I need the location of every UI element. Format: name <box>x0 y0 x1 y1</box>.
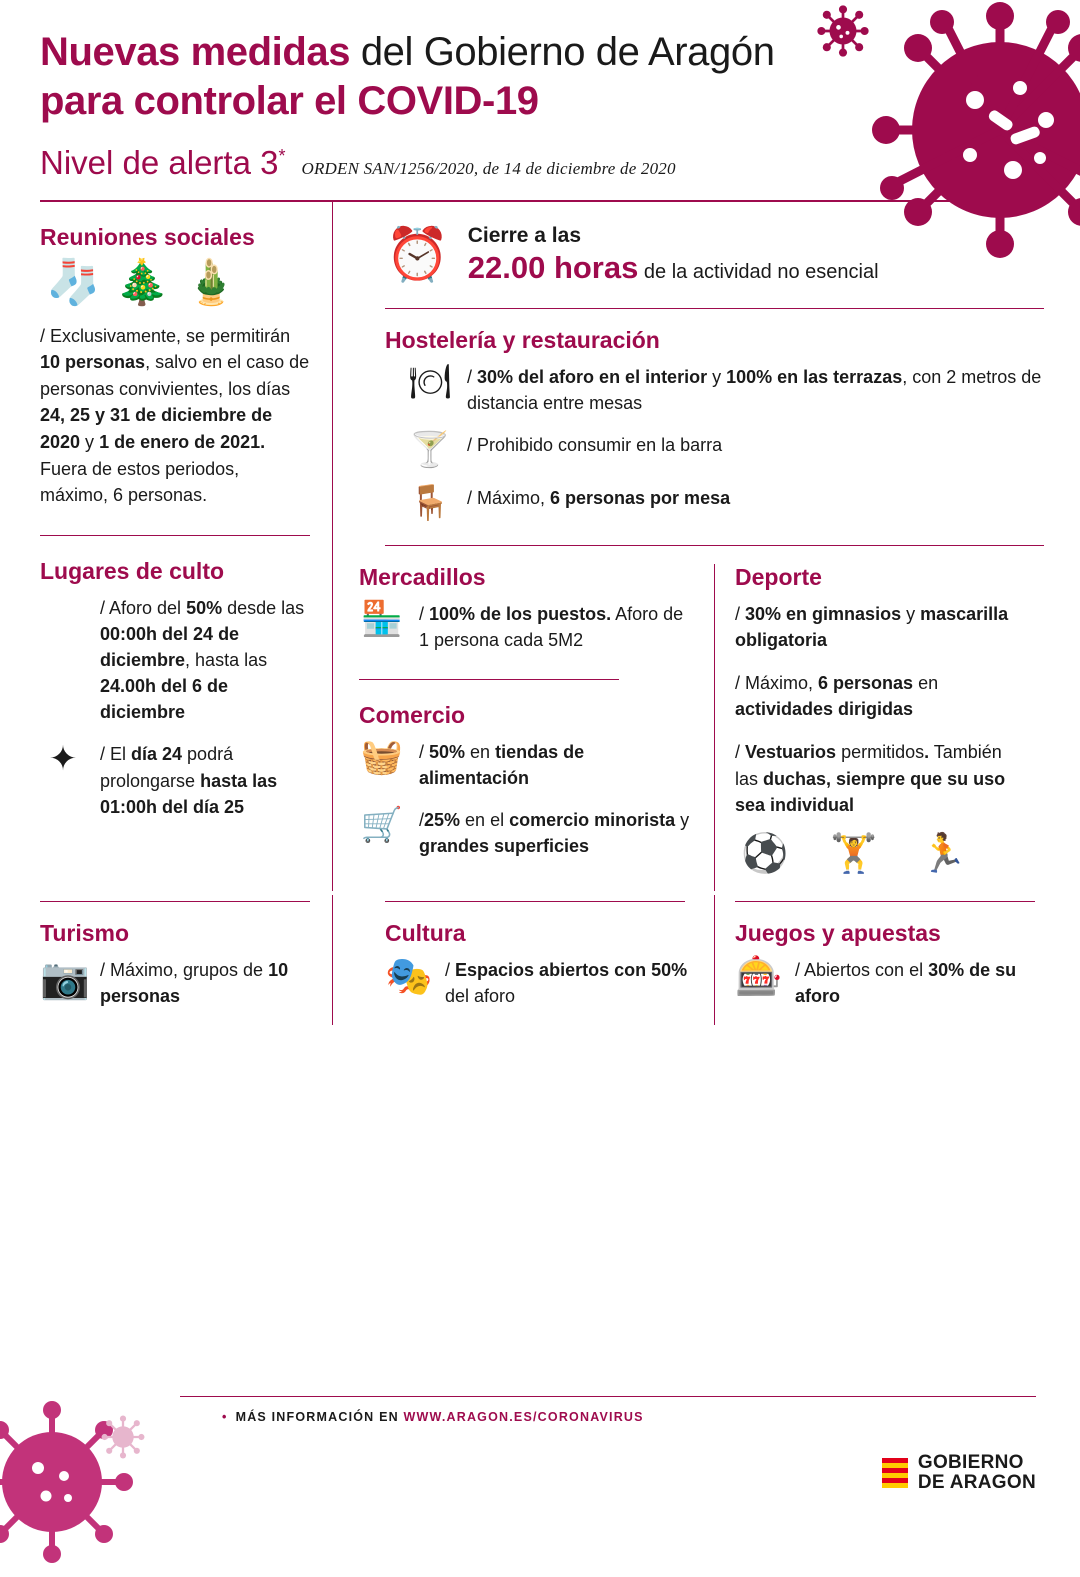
left-column <box>36 202 332 891</box>
divider-cultura <box>385 901 685 902</box>
section-heading-mercadillos: Mercadillos <box>359 563 486 590</box>
divider-right-2 <box>385 545 1044 546</box>
worship-item-2 <box>40 741 310 819</box>
document-footer <box>0 1388 1080 1528</box>
juegos-text: / Abiertos con el 30% de su aforo <box>795 959 1017 1007</box>
cultura-item <box>385 957 694 1009</box>
government-logo-text <box>918 1453 1036 1494</box>
weight-lifter-icon: 🏋️ <box>830 832 878 875</box>
aragon-flag-icon <box>882 1458 908 1488</box>
theatre-masks-icon: 🎭 <box>385 955 433 998</box>
hosteleria-items <box>385 364 1044 523</box>
divider-left-1 <box>40 535 310 536</box>
hosteleria-item-2 <box>407 432 1044 469</box>
christmas-tree-icon: 🎄 <box>114 257 170 307</box>
worship-item-1 <box>40 595 310 725</box>
cultura-text: / Espacios abiertos con 50% del aforo <box>445 959 688 1007</box>
section-heading-lugares-de-culto: Lugares de culto <box>40 557 225 584</box>
section-heading-juegos: Juegos y apuestas <box>735 919 941 946</box>
closing-label: Cierre a las <box>467 223 581 247</box>
main-content <box>0 202 1080 891</box>
turismo-text: / Máximo, grupos de 10 personas <box>100 959 289 1007</box>
alarm-clock-icon: ⏰ <box>385 225 450 284</box>
worship-item-1-text: / Aforo del 50% desde las 00:00h del 24 de diciembre, hasta las 24.00h del 6 de diciembre <box>100 597 305 723</box>
mercadillos-item <box>359 601 694 653</box>
divider-right-1 <box>385 308 1044 309</box>
table-chairs-icon: 🪑 <box>408 484 452 523</box>
deporte-item-2: / Máximo, 6 personas en actividades dirigidas <box>735 672 939 720</box>
section-heading-turismo: Turismo <box>40 919 130 946</box>
closing-hour: 22.00 horas <box>467 249 639 285</box>
column-mercadillos-comercio <box>359 564 714 891</box>
closing-detail <box>468 250 879 286</box>
closing-lines <box>468 224 879 286</box>
alert-level-text: Nivel de alerta 3 <box>40 143 279 181</box>
camera-icon: 📷 <box>40 956 90 1001</box>
comercio-item-2-text: /25% en el comercio minorista y grandes superficies <box>419 809 690 857</box>
deporte-icons-row <box>741 832 1024 875</box>
section-heading-comercio: Comercio <box>359 701 466 728</box>
alert-level-asterisk: * <box>278 145 286 166</box>
hosteleria-item-2-text: / Prohibido consumir en la barra <box>467 434 723 455</box>
page-title <box>40 28 860 126</box>
closing-hours <box>385 224 1044 286</box>
title-highlight-2: para controlar el COVID-19 <box>40 78 539 123</box>
social-icons-row <box>46 257 310 307</box>
comercio-item-1 <box>359 739 694 791</box>
more-info <box>222 1410 644 1424</box>
divider-juegos <box>735 901 1035 902</box>
deporte-item-1: / 30% en gimnasios y mascarilla obligatoria <box>735 603 1009 651</box>
triple-columns <box>359 564 1044 891</box>
hosteleria-item-1 <box>407 364 1044 416</box>
cultura-block <box>359 895 714 1025</box>
turismo-item <box>40 957 310 1009</box>
hosteleria-item-3-text: / Máximo, 6 personas por mesa <box>467 488 731 509</box>
document-header <box>0 0 1080 202</box>
title-highlight-1: Nuevas medidas <box>40 30 351 74</box>
comercio-item-2 <box>359 807 694 859</box>
divider-turismo <box>40 901 310 902</box>
closing-block <box>359 224 1044 286</box>
social-text: / Exclusivamente, se permitirán 10 personas, salvo en el caso de personas convivientes, los días 24, 25 y 31 de diciembre de 2020 y 1 de enero de 2021. Fuera de estos periodos, máximo, 6 personas. <box>40 325 310 506</box>
runner-icon: 🏃 <box>919 832 967 875</box>
gov-line-1: GOBIERNO <box>917 1451 1024 1473</box>
food-cloche-icon: 🍽 <box>408 362 452 401</box>
section-heading-hosteleria: Hostelería y restauración <box>385 326 660 353</box>
cocktail-icon: 🍸 <box>408 430 452 469</box>
government-logo <box>882 1453 1036 1494</box>
gov-line-2: DE ARAGON <box>917 1472 1036 1494</box>
hosteleria-block <box>359 327 1044 523</box>
coronavirus-url[interactable]: WWW.ARAGON.ES/CORONAVIRUS <box>403 1410 644 1424</box>
hosteleria-item-1-text: / 30% del aforo en el interior y 100% en las terrazas, con 2 metros de distancia entre mesas <box>467 366 1042 413</box>
deporte-item-3: / Vestuarios permitidos. También las duchas, siempre que su uso sea individual <box>735 742 1006 816</box>
right-column <box>332 202 1044 891</box>
juegos-item <box>735 957 1024 1009</box>
title-plain: del Gobierno de Aragón <box>350 30 775 74</box>
bottom-right-columns <box>332 895 1044 1025</box>
closing-rest: de la actividad no esencial <box>638 260 879 283</box>
comercio-item-1-text: / 50% en tiendas de alimentación <box>419 741 585 788</box>
market-stall-icon: 🏪 <box>360 599 404 638</box>
section-heading-deporte: Deporte <box>735 563 822 590</box>
stocking-icon: 🧦 <box>46 257 101 307</box>
mercadillos-text: / 100% de los puestos. Aforo de 1 persona cada 5M2 <box>419 603 684 650</box>
section-heading-cultura: Cultura <box>385 919 466 946</box>
juegos-block <box>714 895 1044 1025</box>
section-heading-reuniones-sociales: Reuniones sociales <box>40 223 255 250</box>
divider-mercadillos-comercio <box>359 679 619 680</box>
soccer-ball-icon: ⚽ <box>741 832 789 875</box>
hosteleria-item-3 <box>407 485 1044 522</box>
ornament-icon: 🎍 <box>183 257 239 307</box>
shopping-cart-icon: 🛒 <box>360 805 404 844</box>
more-info-label: MÁS INFORMACIÓN EN <box>235 1410 404 1424</box>
header-divider <box>40 200 970 202</box>
worship-item-2-text: / El día 24 podrá prolongarse hasta las 01:00h del día 25 <box>100 744 278 817</box>
column-deporte <box>714 564 1044 891</box>
subtitle-row <box>40 144 1040 182</box>
order-reference: ORDEN SAN/1256/2020, de 14 de diciembre de 2020 <box>301 158 676 178</box>
turismo-block <box>36 895 332 1025</box>
sparkle-icon: ✦ <box>48 740 78 779</box>
shopping-basket-icon: 🧺 <box>360 737 404 776</box>
bottom-row <box>0 895 1080 1025</box>
alert-level <box>40 144 285 182</box>
footer-divider <box>180 1396 1036 1397</box>
bullet-icon: • <box>222 1410 228 1424</box>
casino-chips-icon: 🎰 <box>735 955 783 998</box>
